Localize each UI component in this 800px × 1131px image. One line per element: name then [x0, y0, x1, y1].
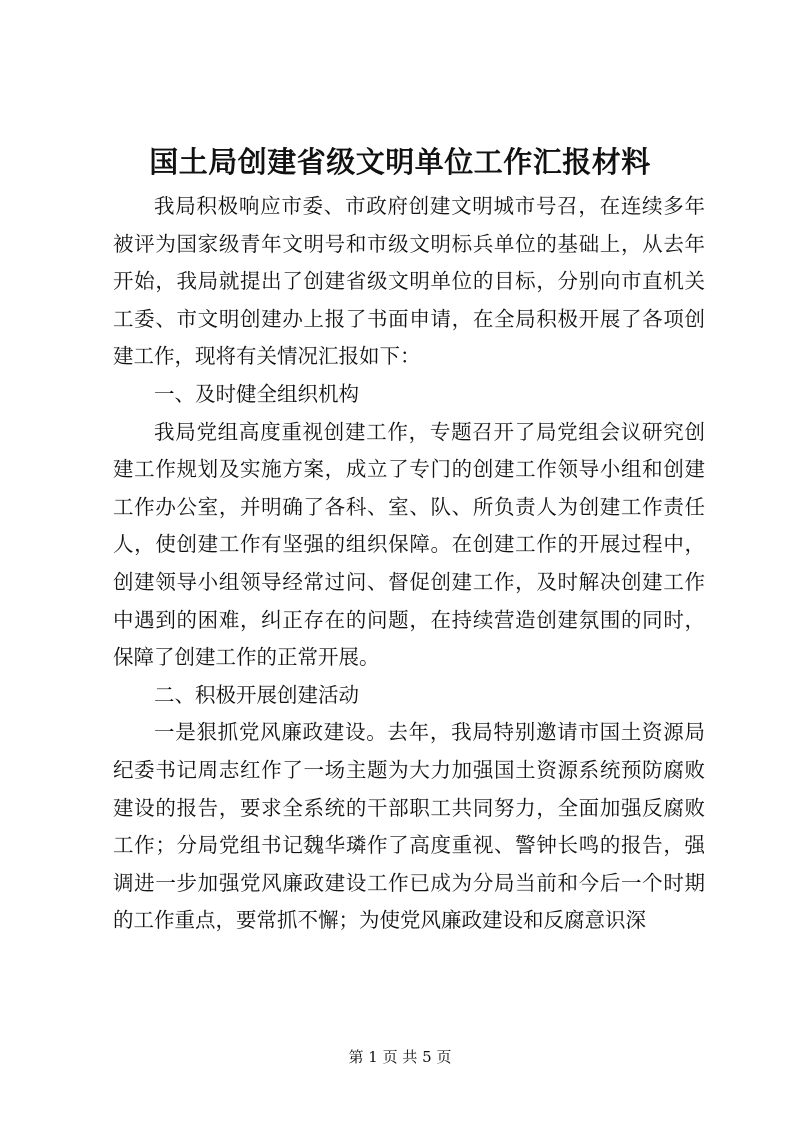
section-heading-2: 二、积极开展创建活动 — [154, 682, 359, 707]
section-heading-1: 一、及时健全组织机构 — [154, 381, 359, 406]
paragraph-organization: 我局党组高度重视创建工作，专题召开了局党组会议研究创建工作规划及实施方案，成立了专门的创建工作领导小组和创建工作办公室，并明确了各科、室、队、所负责人为创建工作责任人，使创建工作有坚强的组织保障。在创建工作的开展过程中，创建领导小组领导经常过问、督促创建工作，及时解决创建工作中遇到的困难，纠正存在的问题，在持续营造创建氛围的同时，保障了创建工作的正常开展。 — [113, 419, 705, 670]
document-body — [113, 188, 705, 940]
page-footer: 第 1 页 共 5 页 — [348, 1048, 452, 1066]
document-title: 国土局创建省级文明单位工作汇报材料 — [149, 145, 651, 179]
paragraph-intro: 我局积极响应市委、市政府创建文明城市号召，在连续多年被评为国家级青年文明号和市级文明标兵单位的基础上，从去年开始，我局就提出了创建省级文明单位的目标，分别向市直机关工委、市文明创建办上报了书面申请，在全局积极开展了各项创建工作，现将有关情况汇报如下： — [113, 194, 705, 369]
paragraph-integrity: 一是狠抓党风廉政建设。去年，我局特别邀请市国土资源局纪委书记周志红作了一场主题为大力加强国土资源系统预防腐败建设的报告，要求全系统的干部职工共同努力，全面加强反腐败工作；分局党组书记魏华璘作了高度重视、警钟长鸣的报告，强调进一步加强党风廉政建设工作已成为分局当前和今后一个时期的工作重点，要常抓不懈；为使党风廉政建设和反腐意识深 — [113, 720, 705, 933]
